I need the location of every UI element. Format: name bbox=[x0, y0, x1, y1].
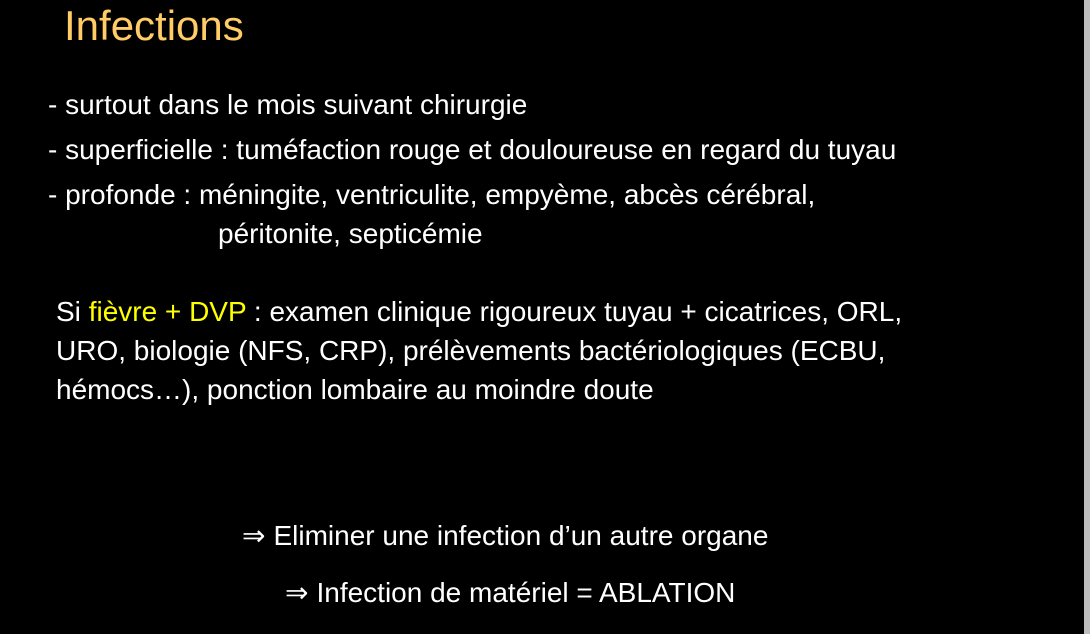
implies-arrow-icon: ⇒ bbox=[242, 520, 266, 551]
paragraph-line-1-rest: : examen clinique rigoureux tuyau + cicatrices, ORL, bbox=[246, 296, 903, 327]
slide-title: Infections bbox=[64, 2, 244, 49]
paragraph-highlight: fièvre + DVP bbox=[88, 296, 247, 327]
paragraph-line-1 bbox=[56, 292, 902, 331]
paragraph-line-3: hémocs…), ponction lombaire au moindre doute bbox=[56, 374, 654, 405]
fever-paragraph bbox=[56, 292, 902, 409]
implies-arrow-icon: ⇒ bbox=[285, 577, 309, 608]
paragraph-line-2: URO, biologie (NFS, CRP), prélèvements bactériologiques (ECBU, bbox=[56, 335, 886, 366]
conclusion-2-text: Infection de matériel = ABLATION bbox=[316, 577, 736, 608]
bullet-timing: - surtout dans le mois suivant chirurgie bbox=[48, 89, 528, 120]
paragraph-prefix: Si bbox=[56, 296, 89, 327]
conclusion-1 bbox=[242, 520, 768, 552]
bullet-deep-continuation: péritonite, septicémie bbox=[218, 218, 483, 249]
bullet-deep: - profonde : méningite, ventriculite, empyème, abcès cérébral, bbox=[48, 179, 816, 210]
conclusion-1-text: Eliminer une infection d’un autre organe bbox=[273, 520, 769, 551]
conclusion-2 bbox=[285, 577, 735, 609]
bullet-superficial: - superficielle : tuméfaction rouge et douloureuse en regard du tuyau bbox=[48, 134, 897, 165]
